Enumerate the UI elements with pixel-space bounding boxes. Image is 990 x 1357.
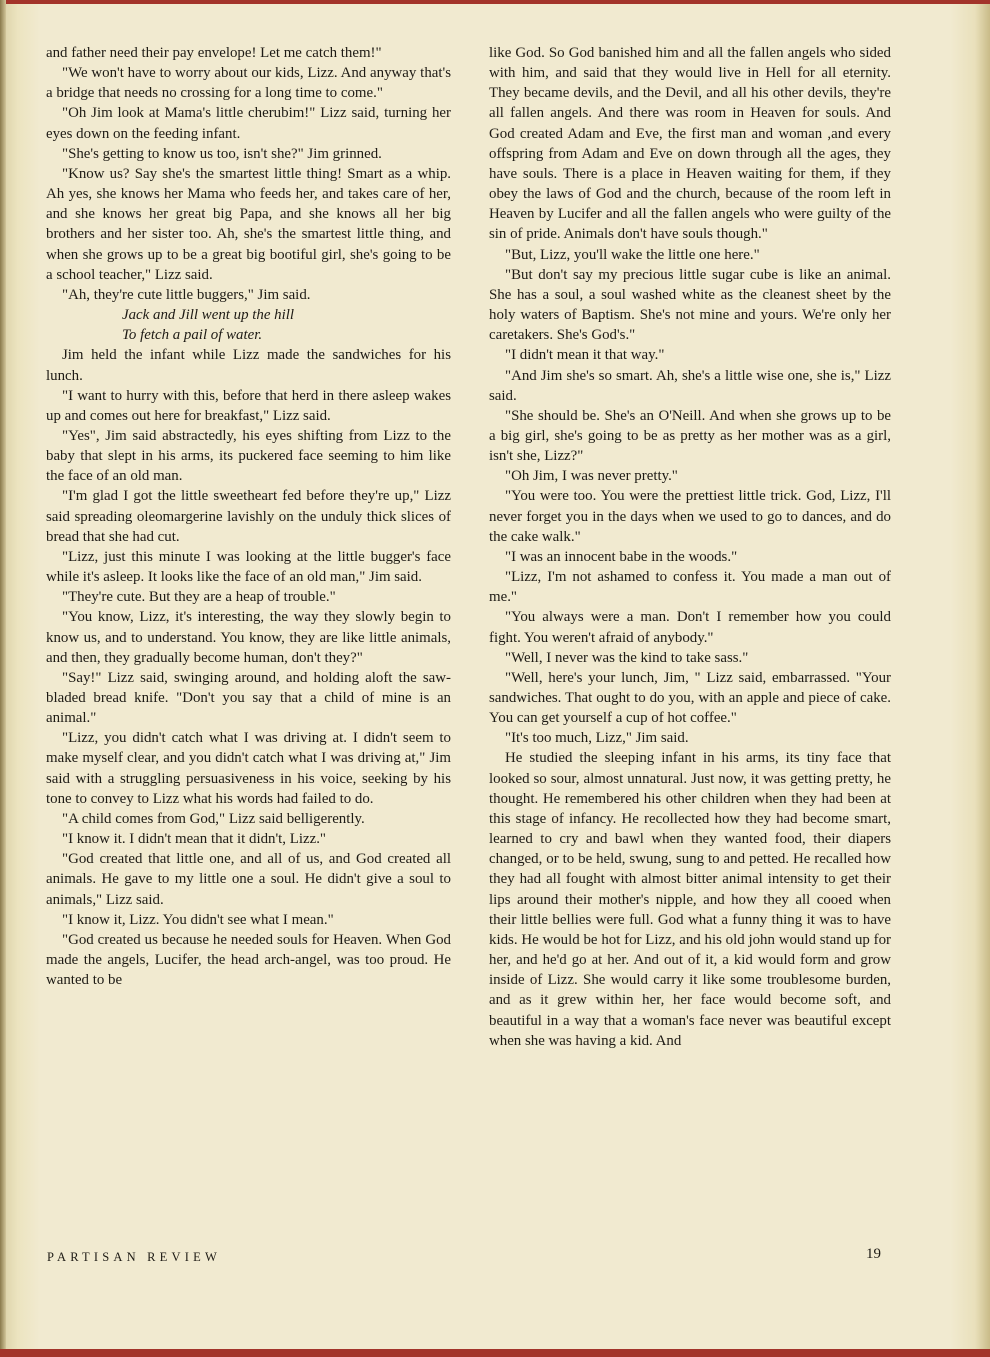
paragraph: "Lizz, I'm not ashamed to confess it. You made a man out of me." bbox=[489, 569, 891, 606]
page-binding-edge bbox=[0, 0, 6, 1357]
paragraph: "We won't have to worry about our kids, Lizz. And anyway that's a bridge that needs no crossing for a long time to come." bbox=[46, 65, 451, 102]
paragraph: "I know it, Lizz. You didn't see what I mean." bbox=[62, 911, 334, 928]
paragraph: Jim held the infant while Lizz made the sandwiches for his lunch. bbox=[46, 347, 451, 384]
paragraph: "I want to hurry with this, before that herd in there asleep wakes up and comes out here for breakfast," Lizz said. bbox=[46, 387, 451, 424]
paragraph: "I'm glad I got the little sweetheart fed before they're up," Lizz said spreading oleomargerine lavishly on the unduly thick slices of bread that she had cut. bbox=[46, 488, 451, 545]
paragraph: "And Jim she's so smart. Ah, she's a little wise one, she is," Lizz said. bbox=[489, 367, 891, 404]
paragraph: "I know it. I didn't mean that it didn't, Lizz." bbox=[62, 831, 326, 848]
paragraph: "Yes", Jim said abstractedly, his eyes shifting from Lizz to the baby that slept in his arms, its puckered face seeming to him like the face of an old man. bbox=[46, 427, 451, 485]
paragraph: "Well, here's your lunch, Jim, " Lizz said, embarrassed. "Your sandwiches. That ought to do you, with an apple and piece of cake. You can get yourself a cup of hot coffee." bbox=[489, 669, 891, 727]
paragraph: "But, Lizz, you'll wake the little one here." bbox=[505, 246, 760, 263]
journal-name: PARTISAN REVIEW bbox=[47, 1250, 221, 1264]
page-bottom-edge bbox=[0, 1349, 990, 1357]
right-text-column bbox=[489, 43, 891, 1051]
paragraph: "Well, I never was the kind to take sass." bbox=[505, 649, 749, 666]
paragraph: "Lizz, you didn't catch what I was driving at. I didn't seem to make myself clear, and you didn't catch what I was driving at," Jim said with a struggling persuasiveness in his voice, seeking by his tone to convey to Lizz what his words had failed to do. bbox=[46, 730, 451, 807]
page-number: 19 bbox=[866, 1246, 881, 1262]
paragraph: "But don't say my precious little sugar cube is like an animal. She has a soul, a soul washed white as the cleanest sheet by the holy waters of Baptism. She's not mine and yours. We're only her caretakers. She's God's." bbox=[489, 266, 891, 344]
paragraph: "Oh Jim, I was never pretty." bbox=[505, 468, 678, 485]
paragraph: He studied the sleeping infant in his arms, its tiny face that looked so sour, almost unnatural. Just now, it was getting pretty, he thought. He remembered his other children when they had been at this stage of infancy. He recollected how they had become smart, learned to cry and bawl when they wanted food, their diapers changed, or to be held, swung, sung to and petted. He recalled how they had all fought with almost bitter animal intensity to get their lips around their mother's nipple, and how they all cooed when their little bellies were full. God what a funny thing it was to have kids. He would be hot for Lizz, and his old john would stand up for her, and he'd go at her. And out of it, a kid would form and grow inside of Lizz. She would carry it like some troublesome burden, and as it grew within her, her face would become soft, and beautiful in a way that a woman's face never was beautiful except when she was having a kid. And bbox=[489, 750, 891, 1049]
verse-line: Jack and Jill went up the hill bbox=[122, 307, 295, 324]
paragraph: "You know, Lizz, it's interesting, the way they slowly begin to know us, and to understand. You know, they are like little animals, and then, they gradually become human, don't they?" bbox=[46, 609, 451, 666]
paragraph: "Lizz, just this minute I was looking at the little bugger's face while it's asleep. It looks like the face of an old man," Jim said. bbox=[46, 548, 451, 586]
paragraph: "God created that little one, and all of us, and God created all animals. He gave to my little one a soul. He didn't give a soul to animals," Lizz said. bbox=[46, 851, 451, 908]
paragraph: like God. So God banished him and all the fallen angels who sided with him, and said that they would live in Hell for all eternity. They became devils, and the Devil, and all his other devils, they're all fallen angels. And there was room in Heaven for souls. And God created Adam and Eve, the first man and woman ,and every offspring from Adam and Eve on down through all the ages, they have souls. There is a place in Heaven waiting for them, if they obey the laws of God and the church, because of the room left in Heaven by Lucifer and all the fallen angels who were guilty of the sin of pride. Animals don't have souls though." bbox=[489, 45, 891, 243]
paragraph: "Oh Jim look at Mama's little cherubim!" Lizz said, turning her eyes down on the feeding infant. bbox=[46, 105, 451, 142]
paragraph: "Know us? Say she's the smartest little thing! Smart as a whip. Ah yes, she knows her Mama who feeds her, and takes care of her, and she knows her great big Papa, and she knows all her big brothers and her sister too. Ah, she's the smartest little thing, and when she grows up to be a great big bootiful girl, she's going to be a school teacher," Lizz said. bbox=[46, 165, 451, 283]
paragraph: and father need their pay envelope! Let me catch them!" bbox=[46, 45, 382, 61]
paragraph: "Ah, they're cute little buggers," Jim said. bbox=[62, 286, 311, 303]
paragraph: "You always were a man. Don't I remember how you could fight. You weren't afraid of anybody." bbox=[489, 609, 891, 646]
paragraph: "They're cute. But they are a heap of trouble." bbox=[62, 589, 336, 606]
paragraph: "Say!" Lizz said, swinging around, and holding aloft the saw-bladed bread knife. "Don't you say that a child of mine is an animal." bbox=[46, 669, 451, 727]
paragraph: "I didn't mean it that way." bbox=[505, 347, 665, 364]
page-top-edge bbox=[0, 0, 990, 4]
paragraph: "I was an innocent babe in the woods." bbox=[505, 548, 738, 565]
paragraph: "God created us because he needed souls for Heaven. When God made the angels, Lucifer, the head arch-angel, was too proud. He wanted to be bbox=[46, 931, 451, 989]
left-text-column bbox=[46, 43, 451, 990]
paragraph: "You were too. You were the prettiest little trick. God, Lizz, I'll never forget you in the days when we used to go to dances, and do the cake walk." bbox=[489, 488, 891, 545]
paragraph: "It's too much, Lizz," Jim said. bbox=[505, 730, 689, 747]
paragraph: "She should be. She's an O'Neill. And when she grows up to be a big girl, she's going to be as pretty as her mother was as a girl, isn't she, Lizz?" bbox=[489, 407, 891, 465]
paragraph: "She's getting to know us too, isn't she?" Jim grinned. bbox=[62, 145, 382, 162]
verse-line: To fetch a pail of water. bbox=[122, 327, 263, 344]
paragraph: "A child comes from God," Lizz said belligerently. bbox=[62, 810, 365, 827]
